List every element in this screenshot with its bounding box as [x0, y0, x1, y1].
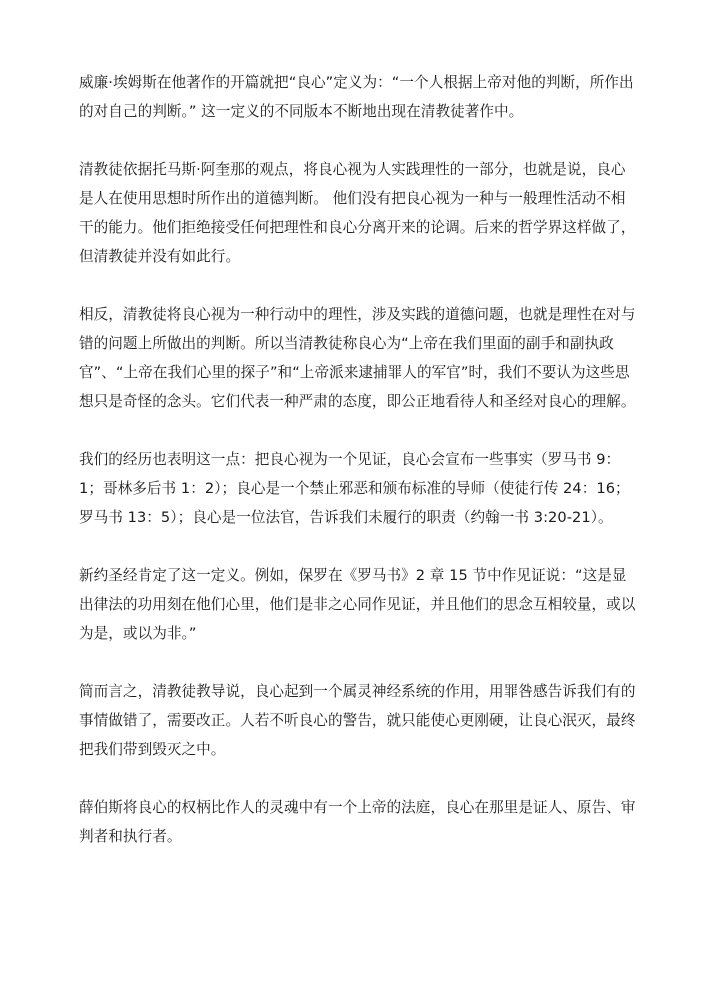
paragraph-6: 简而言之，清教徒教导说，良心起到一个属灵神经系统的作用，用罪咎感告诉我们有的事情做错了，需要改正。人若不听良心的警告，就只能使心更刚硬，让良心泯灭，最终把我们带到毁灭之中。: [79, 683, 636, 758]
document-body: [79, 68, 639, 880]
paragraph-4: 我们的经历也表明这一点：把良心视为一个见证，良心会宣布一些事实（罗马书 9：1；哥林多后书 1：2）；良心是一个禁止邪恶和颁布标准的导师（使徒行传 24：16；罗马书 13：5）；良心是一位法官，告诉我们未履行的职责（约翰一书 3:20-21）。: [79, 451, 630, 526]
paragraph-1: 威廉·埃姆斯在他著作的开篇就把“良心”定义为：“一个人根据上帝对他的判断，所作出的对自己的判断。” 这一定义的不同版本不断地出现在清教徒著作中。: [79, 74, 634, 120]
paragraph-2: 清教徒依据托马斯·阿奎那的观点，将良心视为人实践理性的一部分，也就是说，良心是人在使用思想时所作出的道德判断。 他们没有把良心视为一种与一般理性活动不相干的能力。他们拒绝接受任何把理性和良心分离开来的论调。后来的哲学界这样做了，但清教徒并没有如此行。: [79, 161, 636, 265]
paragraph-5: 新约圣经肯定了这一定义。例如，保罗在《罗马书》2 章 15 节中作见证说：“这是显出律法的功用刻在他们心里，他们是非之心同作见证，并且他们的思念互相较量，或以为是，或以为非。”: [79, 567, 636, 642]
paragraph-7: 薛伯斯将良心的权柄比作人的灵魂中有一个上帝的法庭，良心在那里是证人、原告、审判者和执行者。: [79, 799, 636, 845]
paragraph-3: 相反，清教徒将良心视为一种行动中的理性，涉及实践的道德问题，也就是理性在对与错的问题上所做出的判断。所以当清教徒称良心为“上帝在我们里面的副手和副执政官”、“上帝在我们心里的探子”和“上帝派来逮捕罪人的军官”时，我们不要认为这些思想只是奇怪的念头。它们代表一种严肃的态度，即公正地看待人和圣经对良心的理解。: [79, 306, 636, 410]
